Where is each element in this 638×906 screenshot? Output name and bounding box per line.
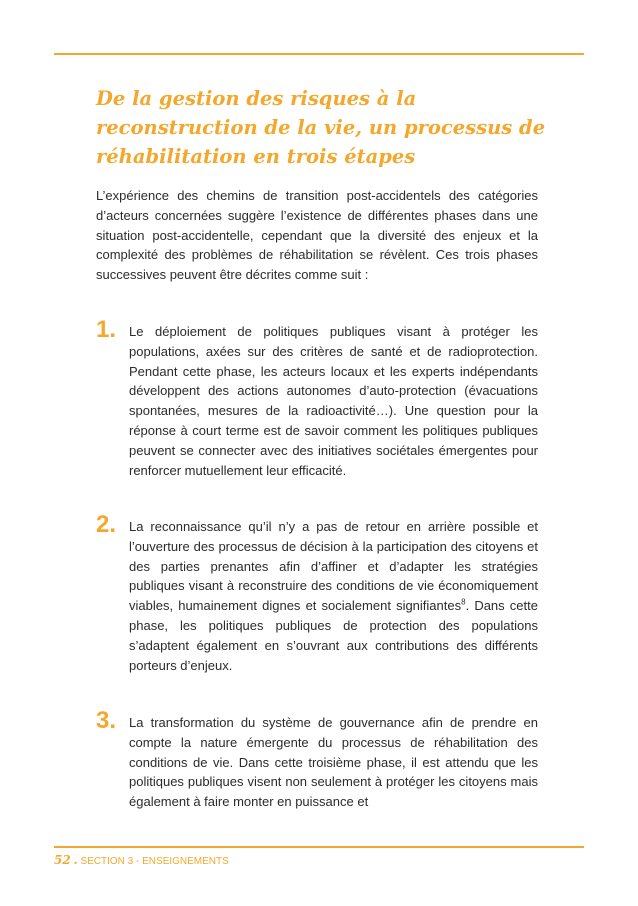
step-text-part: . Dans cette phase, les politiques publiques de protection des populations s’adaptent également en s’ouvrant aux contributions des différents porteurs d’enjeux. [129, 598, 538, 673]
section-title: De la gestion des risques à la reconstruction de la vie, un processus de réhabilitation en trois étapes [96, 87, 546, 168]
top-rule [54, 53, 584, 55]
step-text [129, 517, 538, 675]
step-text: La transformation du système de gouvernance afin de prendre en compte la nature émergente du processus de réhabilitation des conditions de vie. Dans cette troisième phase, il est attendu que les politiques publiques visent non seulement à protéger les citoyens mais également à faire monter en puissance et [129, 715, 538, 810]
step-item [96, 316, 538, 480]
step-item [96, 511, 538, 675]
step-number: 1. [96, 316, 117, 343]
footer-section-label: SECTION 3 - ENSEIGNEMENTS [80, 856, 229, 867]
step-number: 3. [96, 707, 117, 734]
step-text-part: La reconnaissance qu’il n’y a pas de retour en arrière possible et l’ouverture des processus de décision à la participation des citoyens et des parties prenantes afin d’affiner et d’adapter les stratégies publiques visant à reconstruire des conditions de vie économiquement viables, humainement dignes et socialement signifiantes [129, 519, 538, 614]
step-number: 2. [96, 511, 117, 538]
step-item [96, 707, 538, 812]
footnote-marker[interactable]: 8 [461, 597, 466, 607]
step-text: Le déploiement de politiques publiques visant à protéger les populations, axées sur des critères de santé et de radioprotection. Pendant cette phase, les acteurs locaux et les experts indépendants développent des actions autonomes d’auto-protection (évacuations spontanées, mesures de la radioactivité…). Une question pour la réponse à court terme est de savoir comment les politiques publiques peuvent se connecter avec des initiatives sociétales émergentes pour renforcer mutuellement leur efficacité. [129, 324, 538, 478]
page-footer [54, 853, 229, 867]
page-number: 52 [54, 853, 71, 867]
bottom-rule [54, 846, 584, 848]
footer-separator: . [73, 853, 78, 867]
intro-paragraph: L’expérience des chemins de transition post-accidentels des catégories d’acteurs concernées suggère l’existence de différentes phases dans une situation post-accidentelle, cependant que la diversité des enjeux et la complexité des problèmes de réhabilitation se révèlent. Ces trois phases successives peuvent être décrites comme suit : [96, 188, 538, 283]
